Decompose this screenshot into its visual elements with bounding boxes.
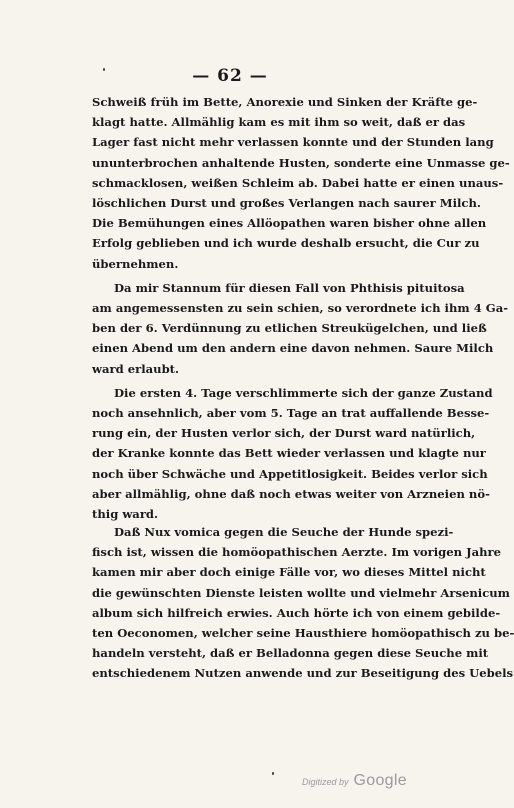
paragraph-1 xyxy=(92,92,510,274)
text-line: schmacklosen, weißen Schleim ab. Dabei hatte er einen unaus- xyxy=(92,175,504,190)
text-line: thig ward. xyxy=(92,507,159,522)
paragraph-4 xyxy=(92,522,514,684)
text-line: ununterbrochen anhaltende Husten, sonderte eine Unmasse ge- xyxy=(92,155,510,170)
text-line: am angemessensten zu sein schien, so verordnete ich ihm 4 Ga- xyxy=(92,301,509,316)
text-line: ben der 6. Verdünnung zu etlichen Streukügelchen, und ließ xyxy=(92,321,487,336)
text-line: der Kranke konnte das Bett wieder verlassen und klagte nur xyxy=(92,446,486,461)
text-line: noch ansehnlich, aber vom 5. Tage an trat auffallende Besse- xyxy=(92,406,490,421)
text-line: handeln versteht, daß er Belladonna gegen diese Seuche mit xyxy=(92,646,489,661)
text-block-2 xyxy=(92,522,514,684)
digitized-watermark xyxy=(302,772,407,790)
text-line: klagt hatte. Allmählig kam es mit ihm so weit, daß er das xyxy=(92,115,466,130)
text-line: kamen mir aber doch einige Fälle vor, wo dieses Mittel nicht xyxy=(92,565,486,580)
text-line: Da mir Stannum für diesen Fall von Phthisis pituitosa xyxy=(114,280,465,295)
text-line: Die ersten 4. Tage verschlimmerte sich der ganze Zustand xyxy=(114,385,493,400)
text-block-1 xyxy=(92,92,510,524)
text-line: die gewünschten Dienste leisten wollte und vielmehr Arsenicum xyxy=(92,585,510,600)
paragraph-2 xyxy=(92,278,509,379)
text-line: ward erlaubt. xyxy=(92,361,180,376)
text-line: Die Bemühungen eines Allöopathen waren bisher ohne allen xyxy=(92,216,487,231)
text-line: fisch ist, wissen die homöopathischen Aerzte. Im vorigen Jahre xyxy=(92,545,502,560)
text-line: Erfolg geblieben und ich wurde deshalb ersucht, die Cur zu xyxy=(92,236,480,251)
text-line: einen Abend um den andern eine davon nehmen. Saure Milch xyxy=(92,341,494,356)
text-line: noch über Schwäche und Appetitlosigkeit. Beides verlor sich xyxy=(92,466,488,481)
text-line: löschlichen Durst und großes Verlangen nach saurer Milch. xyxy=(92,196,481,211)
text-line: Daß Nux vomica gegen die Seuche der Hunde spezi- xyxy=(114,525,454,539)
ink-speck xyxy=(272,772,274,775)
text-line: Schweiß früh im Bette, Anorexie und Sinken der Kräfte ge- xyxy=(92,95,478,109)
text-line: rung ein, der Husten verlor sich, der Durst ward natürlich, xyxy=(92,426,476,441)
watermark-prefix: Digitized by xyxy=(302,777,349,787)
text-line: album sich hilfreich erwies. Auch hörte ich von einem gebilde- xyxy=(92,605,501,620)
text-line: entschiedenem Nutzen anwende und zur Beseitigung des Uebels xyxy=(92,666,514,681)
paragraph-3 xyxy=(92,383,493,524)
text-line: aber allmählig, ohne daß noch etwas weiter von Arzneien nö- xyxy=(92,486,490,501)
text-line: übernehmen. xyxy=(92,256,179,271)
page-number: — 62 — xyxy=(192,66,268,86)
google-logo-text: Google xyxy=(353,772,407,789)
ink-speck xyxy=(103,68,105,71)
text-line: Lager fast nicht mehr verlassen konnte und der Stunden lang xyxy=(92,135,494,150)
text-line: ten Oeconomen, welcher seine Hausthiere homöopathisch zu be- xyxy=(92,626,514,641)
